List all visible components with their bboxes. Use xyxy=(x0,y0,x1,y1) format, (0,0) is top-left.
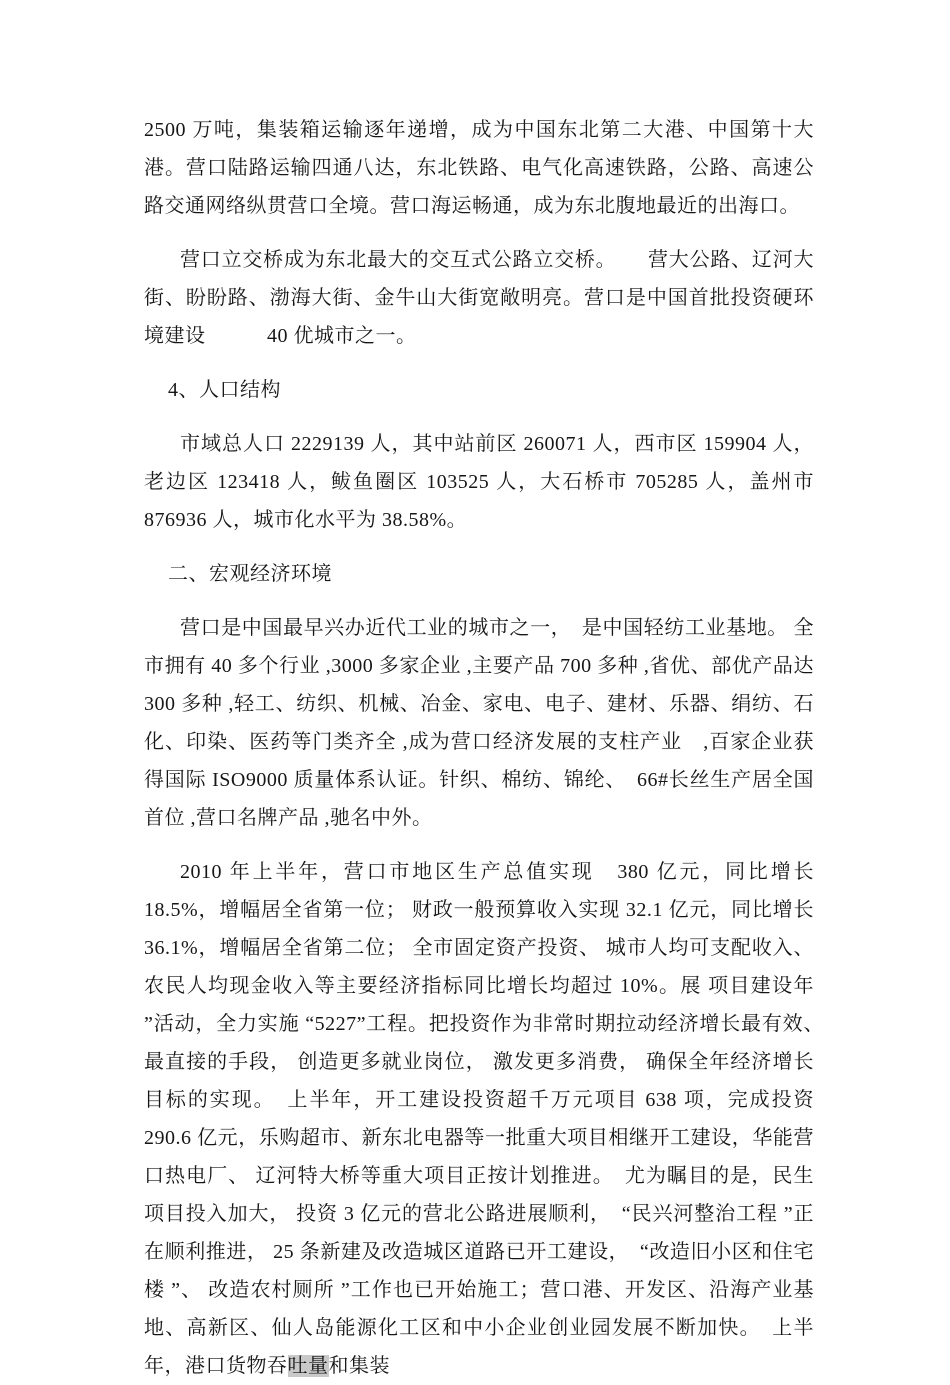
paragraph-economy-2010 xyxy=(144,853,835,1385)
heading-macro-economy: 二、宏观经济环境 xyxy=(168,563,332,585)
highlighted-text: 吐量 xyxy=(287,1355,329,1377)
economy-text-after-highlight: 和集装 xyxy=(328,1355,390,1377)
paragraph-population-figures: 市域总人口 2229139 人，其中站前区 260071 人，西市区 159904 人，老边区 123418 人，鲅鱼圈区 103525 人，大石桥市 705285 人，盖州市 876936 人，城市化水平为 38.58%。 xyxy=(144,433,814,531)
paragraph-industry-overview: 营口是中国最早兴办近代工业的城市之一， 是中国轻纺工业基地。 全市拥有 40 多个行业 ,3000 多家企业 ,主要产品 700 多种 ,省优、部优产品达 300 多种 ,轻工、纺织、机械、冶金、家电、电子、建材、乐器、绢纺、石化、印染、医药等门类齐全 ,成为营口经济发展的支柱产业 ,百家企业获得国际 ISO9000 质量体系认证。针织、棉纺、锦纶、 66#长丝生产居全国首位 ,营口名牌产品 ,驰名中外。 xyxy=(144,617,814,829)
economy-text-before-highlight: 2010 年上半年，营口市地区生产总值实现 380 亿元，同比增长 18.5%，增幅居全省第一位； 财政一般预算收入实现 32.1 亿元，同比增长 36.1%，增幅居全省第二位； 全市固定资产投资、 城市人均可支配收入、 农民人均现金收入等主要经济指标同比增长均超过 10%。展 项目建设年 ”活动，全力实施 “5227”工程。把投资作为非常时期拉动经济增长最有效、 最直接的手段， 创造更多就业岗位， 激发更多消费， 确保全年经济增长目标的实现。 上半年，开工建设投资超千万元项目 638 项，完成投资 290.6 亿元，乐购超市、新东北电器等一批重大项目相继开工建设，华能营口热电厂、 辽河特大桥等重大项目正按计划推进。 尤为瞩目的是，民生项目投入加大， 投资 3 亿元的营北公路进展顺利， “民兴河整治工程 ”正在顺利推进， 25 条新建及改造城区道路已开工建设， “改造旧小区和住宅楼 ”、 改造农村厕所 ”工作也已开始施工；营口港、开发区、沿海产业基地、高新区、仙人岛能源化工区和中小企业创业园发展不断加快。 上半年，港口货物吞 xyxy=(144,861,835,1377)
paragraph-overpass-roads: 营口立交桥成为东北最大的交互式公路立交桥。 营大公路、辽河大街、盼盼路、渤海大街、金牛山大街宽敞明亮。营口是中国首批投资硬环境建设 40 优城市之一。 xyxy=(144,249,814,347)
paragraph-port-shipping: 2500 万吨，集装箱运输逐年递增，成为中国东北第二大港、中国第十大港。营口陆路运输四通八达，东北铁路、电气化高速铁路，公路、高速公路交通网络纵贯营口全境。营口海运畅通，成为东北腹地最近的出海口。 xyxy=(144,119,814,217)
heading-population-structure: 4、人口结构 xyxy=(168,379,281,401)
